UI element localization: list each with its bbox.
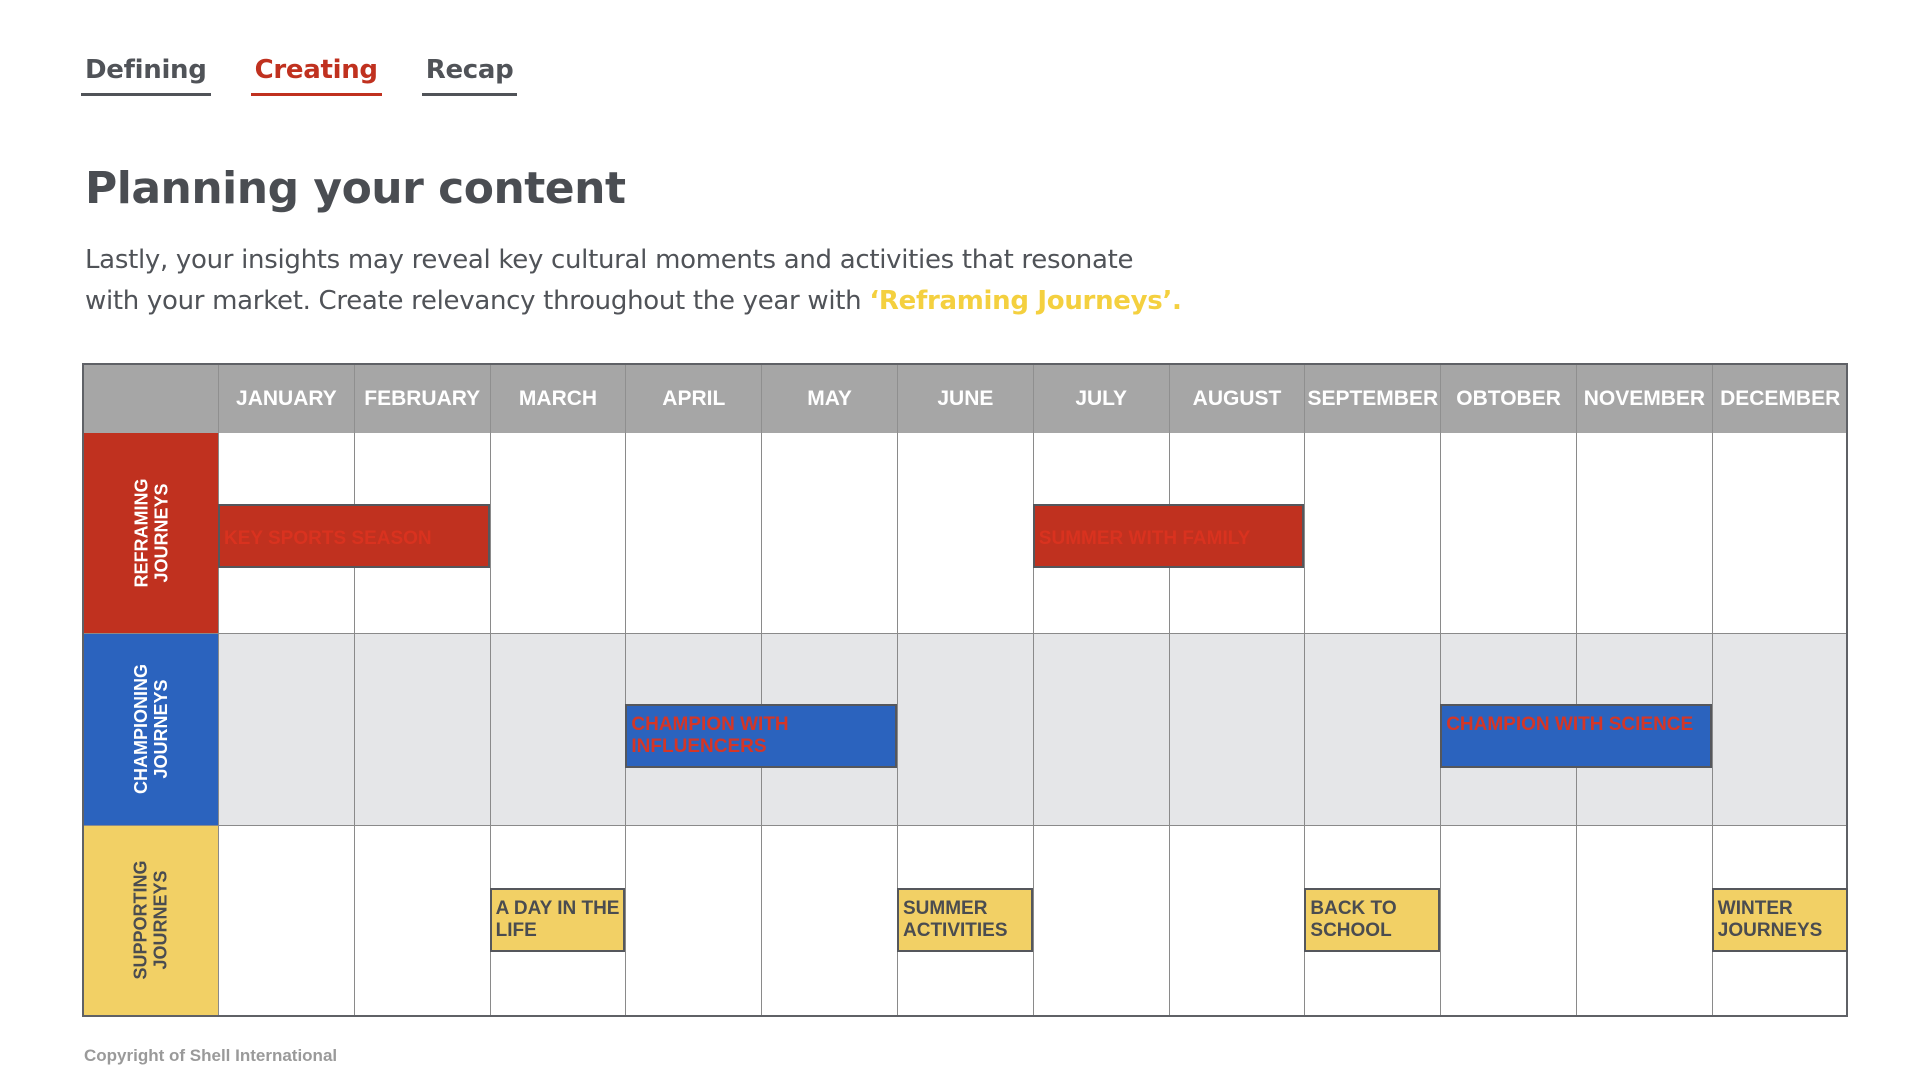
month-header-september: SEPTEMBER [1304,365,1440,433]
row-divider [84,825,1846,826]
journey-row-label-text: REFRAMING JOURNEYS [131,478,171,588]
journey-row-label [84,825,218,1015]
intro-paragraph [85,240,1185,322]
month-header-january: JANUARY [218,365,354,433]
journey-event-bar[interactable]: CHAMPION WITH SCIENCE [1440,704,1712,768]
intro-text: Lastly, your insights may reveal key cultural moments and activities that resonate with your market. Create relevancy throughout the year with [85,245,1134,316]
month-header-november: NOVEMBER [1576,365,1712,433]
row-divider [84,633,1846,634]
journey-event-bar[interactable]: CHAMPION WITH INFLUENCERS [625,704,897,768]
month-header-may: MAY [761,365,897,433]
journey-row-label [84,633,218,825]
content-calendar [82,363,1848,1017]
tab-creating[interactable]: Creating [251,53,382,96]
tab-defining[interactable]: Defining [81,53,211,96]
journey-row-label-text: CHAMPIONING JOURNEYS [131,664,171,794]
intro-highlight: ‘Reframing Journeys’. [869,286,1182,316]
month-header-december: DECEMBER [1712,365,1848,433]
month-header-june: JUNE [897,365,1033,433]
copyright-text: Copyright of Shell International [84,1046,338,1065]
month-header-march: MARCH [490,365,626,433]
month-header-february: FEBRUARY [354,365,490,433]
tab-recap[interactable]: Recap [422,53,518,96]
calendar-header-row [84,365,1846,434]
journey-row-label [84,433,218,633]
journey-event-bar[interactable]: KEY SPORTS SEASON [218,504,490,568]
month-header-april: APRIL [625,365,761,433]
month-header-august: AUGUST [1169,365,1305,433]
journey-row-label-text: SUPPORTING JOURNEYS [130,860,171,980]
journey-event-bar[interactable]: SUMMER ACTIVITIES [897,888,1033,952]
month-header-obtober: OBTOBER [1440,365,1576,433]
journey-event-bar[interactable]: A DAY IN THE LIFE [490,888,626,952]
month-header-july: JULY [1033,365,1169,433]
journey-event-bar[interactable]: SUMMER WITH FAMILY [1033,504,1305,568]
page-title: Planning your content [85,163,626,214]
section-tabs [81,53,517,96]
journey-event-bar[interactable]: BACK TO SCHOOL [1304,888,1440,952]
journey-event-bar[interactable]: WINTER JOURNEYS [1712,888,1848,952]
